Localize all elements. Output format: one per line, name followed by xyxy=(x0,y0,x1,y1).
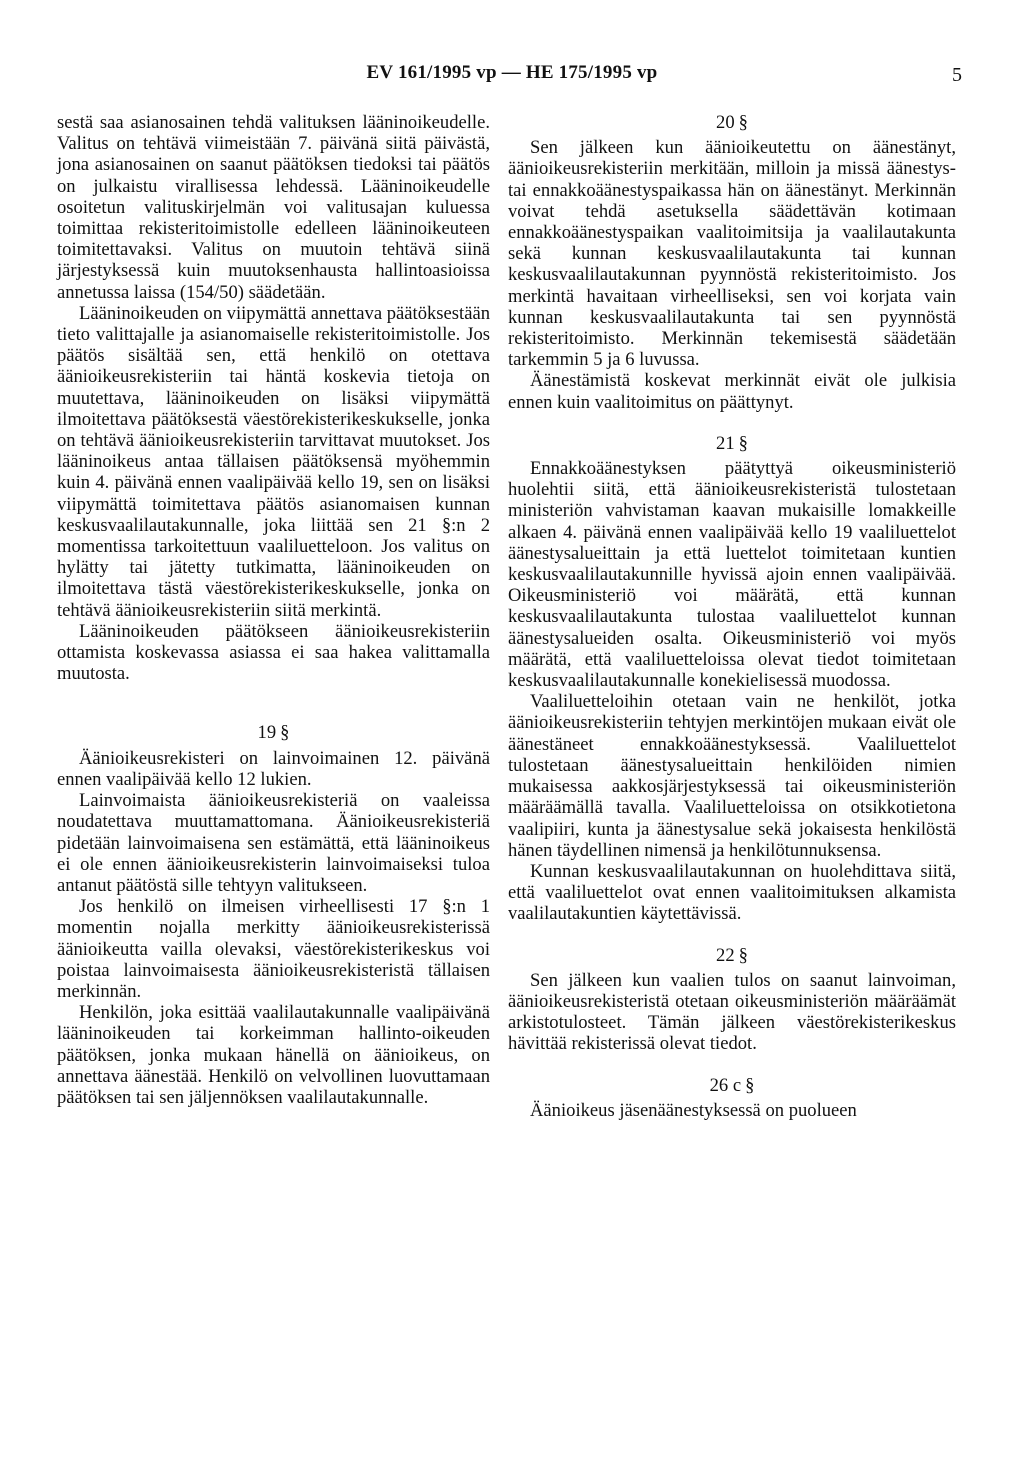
paragraph: Äänestämistä koskevat merkinnät eivät ole julkisia ennen kuin vaalitoimitus on päättynyt. xyxy=(508,370,956,413)
section-heading-20 xyxy=(508,112,956,133)
paragraph: Lääninoikeuden päätökseen äänioikeusrekisteriin ottamista koskevassa asiassa ei saa hakea valittamalla muutosta. xyxy=(57,620,490,685)
paragraph: Henkilön, joka esittää vaalilautakunnalle vaalipäivänä lääninoikeuden tai korkeimman hallinto-oikeuden päätöksen, jonka mukaan hänellä on äänioikeus, on annettava äänestää. Henkilö on velvollinen luovuttamaan päätöksen tai sen jäljennöksen vaalilautakunnalle. xyxy=(57,1002,490,1108)
section-heading-22 xyxy=(508,945,956,966)
paragraph: Jos henkilö on ilmeisen virheellisesti 17 §:n 1 momentin nojalla merkitty äänioikeusrekisterissä äänioikeutta vailla olevaksi, väestörekisterikeskus voi poistaa lainvoimaisesta äänioikeusrekisteristä tällaisen merkinnän. xyxy=(57,896,490,1002)
section-heading-21 xyxy=(508,433,956,454)
section-number: 26 c xyxy=(709,1074,742,1096)
section-heading-19 xyxy=(57,722,490,743)
paragraph: Äänioikeusrekisteri on lainvoimainen 12. päivänä ennen vaalipäivää kello 12 lukien. xyxy=(57,747,490,790)
section-sign: § xyxy=(738,112,748,133)
paragraph: Ennakkoäänestyksen päätyttyä oikeusministeriö huolehtii siitä, että äänioikeusrekisteristä tulostetaan ministeriön vahvistaman kaavan mukaisille lomakkeille alkaen 4. päivänä ennen vaalipäivää kello 19 vaaliluettelot äänestysalueittain ja että luettelot toimitetaan kuntien keskusvaalilautakunnille hyvissä ajoin ennen vaalipäivää. Oikeusministeriö voi määrätä, että kunnan keskusvaalilautakunta tulostaa vaaliluettelot kunnan äänestysalueiden osalta. Oikeusministeriö voi myös määrätä, että vaaliluetteloissa olevat tiedot toimitetaan keskusvaalilautakunnalle konekielisessä muodossa. xyxy=(508,458,956,692)
paragraph: sestä saa asianosainen tehdä valituksen lääninoikeudelle. Valitus on tehtävä viimeistään 7. päivänä siitä päivästä, jona asianosainen on saanut päätöksen tiedoksi tai päätös on julkaistu virallisessa lehdessä. Lääninoikeudelle osoitetun valituskirjelmän voi valitusajan kuluessa toimittaa rekisteritoimistolle edelleen lääninoikeuteen toimitettavaksi. Valitus on muutoin tehtävä siinä järjestyksessä kuin muutoksenhausta hallintoasioissa annetussa laissa (154/50) säädetään. xyxy=(57,112,490,303)
paragraph: Sen jälkeen kun vaalien tulos on saanut lainvoiman, äänioikeusrekisteristä otetaan oikeusministeriön määräämät arkistotulosteet. Tämän jälkeen väestörekisterikeskus hävittää rekisterissä olevat tiedot. xyxy=(508,969,956,1055)
section-sign: § xyxy=(280,722,290,744)
section-heading-26c xyxy=(508,1075,956,1096)
left-column xyxy=(57,112,490,1108)
section-number: 20 xyxy=(716,112,735,133)
section-number: 21 xyxy=(716,432,735,454)
paragraph: Lääninoikeuden on viipymättä annettava päätöksestään tieto valittajalle ja asianomaiselle rekisteritoimistolle. Jos päätös sisältää sen, että henkilö on otettava äänioikeusrekisteriin tai häntä koskevia tietoja on muutettava, lääninoikeuden on lisäksi viipymättä ilmoitettava päätöksestä väestörekisterikeskukselle, jonka on tehtävä äänioikeusrekisteriin tarvittavat muutokset. Jos lääninoikeus antaa tällaisen päätöksensä myöhemmin kuin 4. päivänä ennen vaalipäivää kello 19, sen on lisäksi viipymättä toimitettava päätös asianomaisen kunnan keskusvaalilautakunnalle, joka liittää sen 21 §:n 2 momentissa tarkoitettuun vaaliluetteloon. Jos valitus on hylätty tai jätetty tutkimatta, lääninoikeuden on ilmoitettava tästä väestörekisterikeskukselle, jonka on tehtävä äänioikeusrekisteriin siitä merkintä. xyxy=(57,302,490,621)
section-sign: § xyxy=(738,432,748,454)
paragraph: Lainvoimaista äänioikeusrekisteriä on vaaleissa noudatettava muuttamattomana. Äänioikeusrekisteriä pidetään lainvoimaisena sen estämättä, että lääninoikeus ei ole ennen äänioikeusrekisterin lainvoimaiseksi tuloa antanut päätöstä sille tehtyyn valitukseen. xyxy=(57,790,490,896)
paragraph: Äänioikeus jäsenäänestyksessä on puolueen xyxy=(530,1099,857,1121)
paragraph: Sen jälkeen kun äänioikeutettu on äänestänyt, äänioikeusrekisteriin merkitään, milloin ja missä äänestys- tai ennakkoäänestyspaikassa hän on äänestänyt. Merkinnän voivat tehdä asetuksella säädettävän kotimaan ennakkoäänestyspaikan vaalitoimitsija ja vaalilautakunta sekä kunnan keskusvaalilautakunta tai kunnan keskusvaalilautakunnan pyynnöstä rekisteritoimisto. Jos merkintä havaitaan virheelliseksi, sen voi korjata vain kunnan keskusvaalilautakunta tai sen pyynnöstä rekisteritoimisto. Merkinnän tekemisestä säädetään tarkemmin 5 ja 6 luvussa. xyxy=(508,137,956,371)
section-sign: § xyxy=(745,1074,755,1096)
page-number: 5 xyxy=(952,64,962,86)
section-sign: § xyxy=(738,944,748,966)
paragraph: Vaaliluetteloihin otetaan vain ne henkilöt, jotka äänioikeusrekisteriin tehtyjen merkintöjen mukaan eivät ole äänestäneet ennakkoäänestyksessä. Vaaliluettelot tulostetaan äänestysalueittain henkilöiden nimien mukaisessa aakkosjärjestyksessä tai oikeusministeriön määräämällä tavalla. Vaaliluetteloissa on otsikkotietona vaalipiiri, kunta ja äänestysalue sekä jokaisesta henkilöstä hänen täydellinen nimensä ja henkilötunnuksensa. xyxy=(508,691,956,861)
page-header: EV 161/1995 vp — HE 175/1995 vp xyxy=(366,62,658,83)
section-number: 19 xyxy=(257,722,277,744)
section-number: 22 xyxy=(716,944,735,966)
right-column xyxy=(508,112,956,1121)
paragraph: Kunnan keskusvaalilautakunnan on huolehdittava siitä, että vaaliluettelot ovat ennen vaalitoimituksen alkamista vaalilautakuntien käytettävissä. xyxy=(508,860,956,925)
